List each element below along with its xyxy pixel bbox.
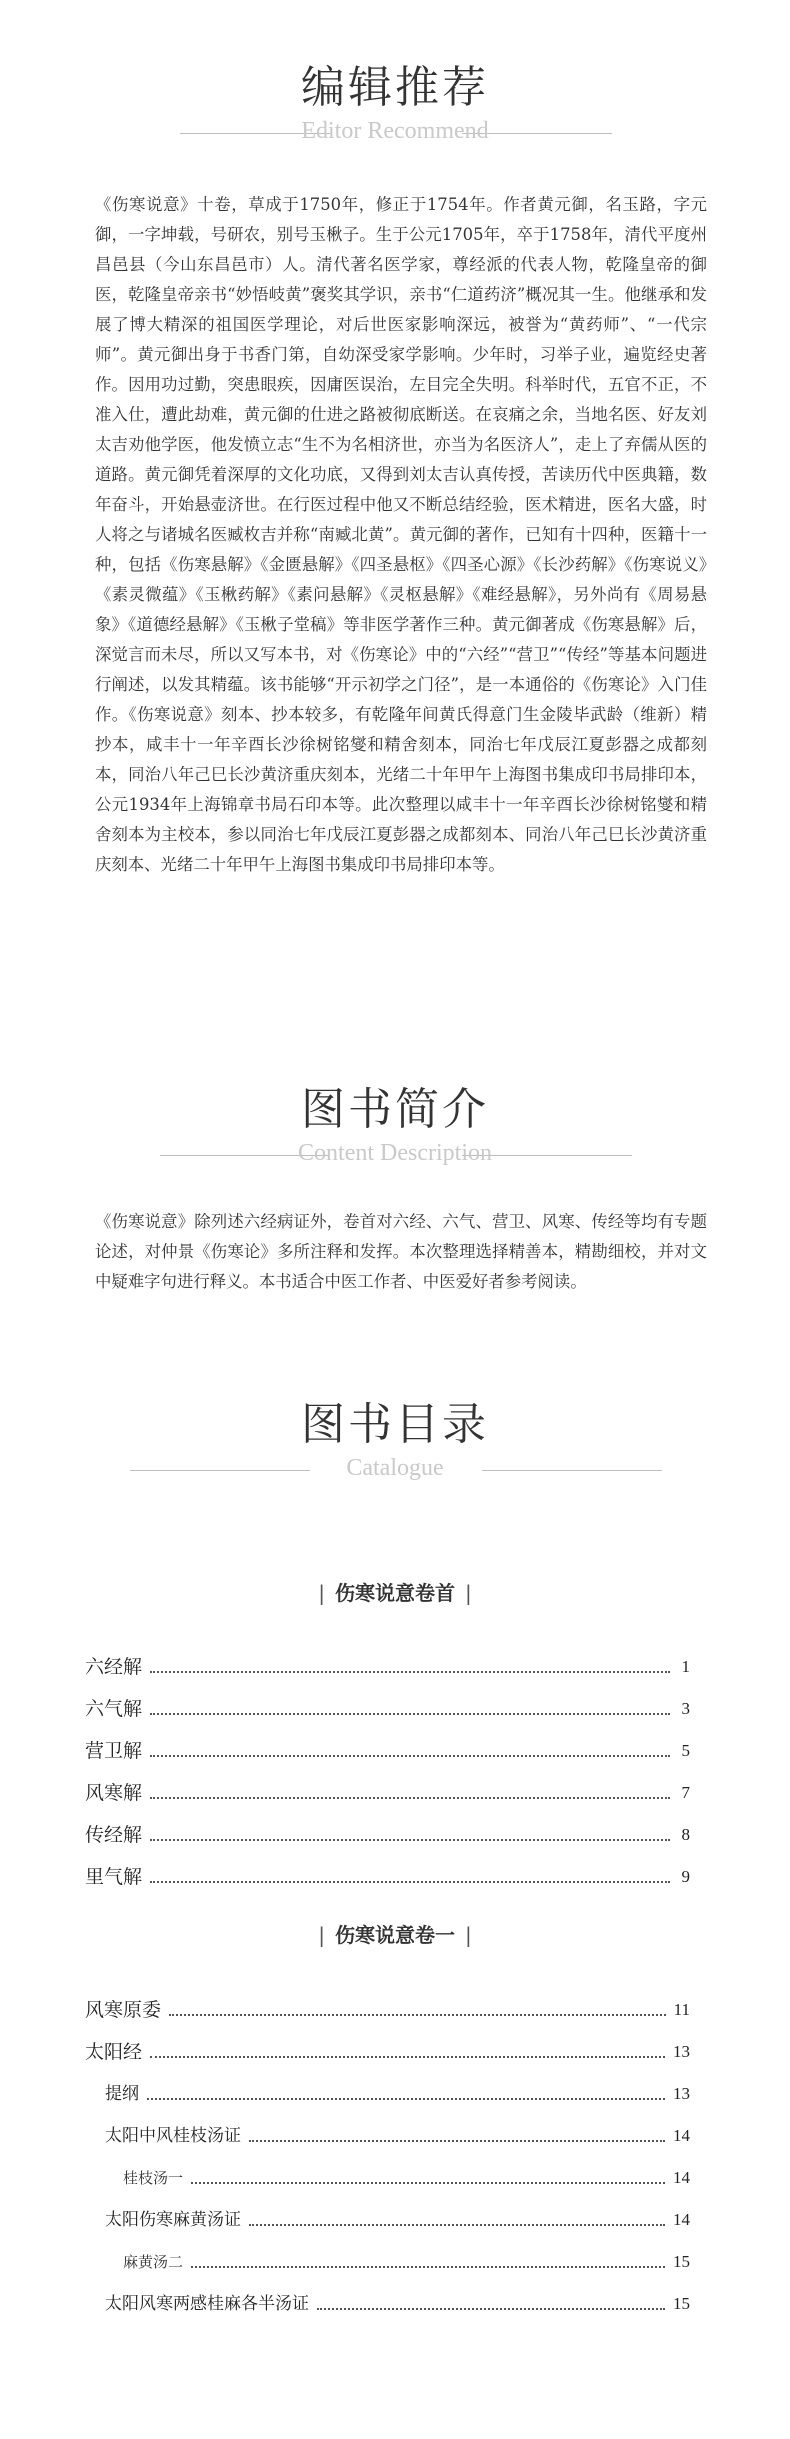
toc-entry-page: 14 — [673, 2210, 690, 2229]
toc-entry-label: 太阳风寒两感桂麻各半汤证 — [105, 2294, 309, 2314]
toc-entry-label: 里气解 — [85, 1866, 143, 1888]
heading-bar-right: | — [465, 1923, 472, 1947]
toc-leader-dots — [150, 1797, 670, 1799]
heading-bar-right: | — [465, 1581, 472, 1605]
toc-entry-page: 1 — [681, 1657, 690, 1676]
toc-entry-page: 7 — [681, 1783, 690, 1802]
toc-entry[interactable] — [85, 1778, 690, 1808]
toc-entry-page: 9 — [681, 1867, 690, 1886]
toc-entry[interactable] — [85, 2205, 690, 2235]
toc-entry-page: 15 — [673, 2294, 690, 2313]
toc-entry-label: 太阳中风桂枝汤证 — [105, 2126, 241, 2146]
toc-entry-label: 桂枝汤一 — [123, 2169, 184, 2187]
toc-entry-page: 5 — [681, 1741, 690, 1760]
toc-entry-page: 15 — [673, 2252, 690, 2271]
toc-entry-label: 太阳伤寒麻黄汤证 — [105, 2210, 241, 2230]
toc-leader-dots — [150, 1671, 670, 1673]
toc-leader-dots — [191, 2266, 665, 2268]
toc-leader-dots — [317, 2308, 665, 2310]
toc-entry[interactable] — [85, 1995, 690, 2025]
toc-entry[interactable] — [85, 2121, 690, 2151]
heading-bar-left: | — [318, 1581, 325, 1605]
toc-leader-dots — [169, 2014, 666, 2016]
toc-entry[interactable] — [85, 1736, 690, 1766]
volume-heading — [0, 1578, 790, 1608]
toc-entry[interactable] — [85, 1862, 690, 1892]
editor-recommend-title: 编辑推荐 — [301, 62, 489, 113]
toc-entry-label: 太阳经 — [85, 2041, 143, 2063]
toc-leader-dots — [150, 1881, 670, 1883]
toc-entry[interactable] — [85, 2079, 690, 2109]
toc-leader-dots — [150, 1755, 670, 1757]
toc-leader-dots — [249, 2140, 665, 2142]
content-description-title: 图书简介 — [301, 1084, 489, 1135]
toc-entry-label: 传经解 — [85, 1824, 143, 1846]
toc-entry[interactable] — [85, 1820, 690, 1850]
toc-entry-page: 11 — [673, 2000, 690, 2019]
toc-entry[interactable] — [85, 1694, 690, 1724]
toc-entry-label: 营卫解 — [85, 1740, 143, 1762]
editor-recommend-header — [0, 58, 790, 168]
toc-entry-page: 14 — [673, 2126, 690, 2145]
toc-entry[interactable] — [85, 2289, 690, 2319]
volume-heading-label: 伤寒说意卷首 — [335, 1581, 455, 1605]
toc-entry-label: 风寒原委 — [85, 1999, 162, 2021]
toc-entry-page: 13 — [673, 2084, 690, 2103]
editor-recommend-text: 《伤寒说意》十卷，草成于1750年，修正于1754年。作者黄元御，名玉路，字元御，一字坤载，号研农，别号玉楸子。生于公元1705年，卒于1758年，清代平度州昌邑县（今山东昌邑市）人。清代著名医学家，尊经派的代表人物，乾隆皇帝的御医，乾隆皇帝亲书“妙悟岐黄”褒奖其学识，亲书“仁道药济”概况其一生。他继承和发展了博大精深的祖国医学理论，对后世医家影响深远，被誉为“黄药师”、“一代宗师”。黄元御出身于书香门第，自幼深受家学影响。少年时，习举子业，遍览经史著作。因用功过勤，突患眼疾，因庸医误治，左目完全失明。科举时代，五官不正，不准入仕，遭此劫难，黄元御的仕进之路被彻底断送。在哀痛之余，当地名医、好友刘太吉劝他学医，他发愤立志“生不为名相济世，亦当为名医济人”，走上了弃儒从医的道路。黄元御凭着深厚的文化功底，又得到刘太吉认真传授，苦读历代中医典籍，数年奋斗，开始悬壶济世。在行医过程中他又不断总结经验，医术精进，医名大盛，时人将之与诸城名医臧枚吉并称“南臧北黄”。黄元御的著作，已知有十四种，医籍十一种，包括《伤寒悬解》《金匮悬解》《四圣悬枢》《四圣心源》《长沙药解》《伤寒说义》《素灵微蕴》《玉楸药解》《素问悬解》《灵枢悬解》《难经悬解》，另外尚有《周易悬象》《道德经悬解》《玉楸子堂稿》等非医学著作三种。黄元御著成《伤寒悬解》后，深觉言而未尽，所以又写本书，对《伤寒论》中的“六经”“营卫”“传经”等基本问题进行阐述，以发其精蕴。该书能够“开示初学之门径”，是一本通俗的《伤寒论》入门佳作。《伤寒说意》刻本、抄本较多，有乾隆年间黄氏得意门生金陵毕武龄（维新）精抄本，咸丰十一年辛酉长沙徐树铭燮和精舍刻本，同治七年戊辰江夏彭器之成都刻本，同治八年己巳长沙黄济重庆刻本，光绪二十年甲午上海图书集成印书局排印本，公元1934年上海锦章书局石印本等。此次整理以咸丰十一年辛酉长沙徐树铭燮和精舍刻本为主校本，参以同治七年戊辰江夏彭器之成都刻本、同治八年己巳长沙黄济重庆刻本、光绪二十年甲午上海图书集成印书局排印本等。 — [95, 195, 707, 874]
heading-bar-left: | — [318, 1923, 325, 1947]
toc-leader-dots — [249, 2224, 665, 2226]
toc-entry-label: 提纲 — [105, 2084, 139, 2104]
toc-leader-dots — [150, 2056, 665, 2058]
content-description-subtitle: Content Description — [298, 1140, 492, 1166]
content-description-text: 《伤寒说意》除列述六经病证外，卷首对六经、六气、营卫、风寒、传经等均有专题论述，对仲景《伤寒论》多所注释和发挥。本次整理选择精善本，精勘细校，并对文中疑难字句进行释义。本书适合中医工作者、中医爱好者参考阅读。 — [95, 1212, 707, 1291]
toc-entry-page: 13 — [673, 2042, 690, 2061]
toc-leader-dots — [150, 1839, 670, 1841]
toc-entry[interactable] — [85, 2163, 690, 2193]
editor-recommend-subtitle: Editor Recommend — [301, 118, 489, 144]
toc-leader-dots — [147, 2098, 665, 2100]
toc-entry-label: 麻黄汤二 — [123, 2253, 184, 2271]
toc-leader-dots — [191, 2182, 665, 2184]
toc-entry-page: 3 — [681, 1699, 690, 1718]
toc-entry-label: 六气解 — [85, 1698, 143, 1720]
toc-leader-dots — [150, 1713, 670, 1715]
toc-entry-page: 14 — [673, 2168, 690, 2187]
catalogue-subtitle: Catalogue — [346, 1455, 444, 1481]
toc-entry-page: 8 — [681, 1825, 690, 1844]
toc-entry-label: 六经解 — [85, 1656, 143, 1678]
catalogue-title: 图书目录 — [301, 1399, 489, 1450]
volume-heading — [0, 1920, 790, 1950]
toc-entry[interactable] — [85, 2247, 690, 2277]
toc-entry-label: 风寒解 — [85, 1782, 143, 1804]
catalogue-header — [0, 1395, 790, 1505]
toc-entry[interactable] — [85, 2037, 690, 2067]
toc-entry[interactable] — [85, 1652, 690, 1682]
volume-heading-label: 伤寒说意卷一 — [335, 1923, 455, 1947]
content-description-header — [0, 1080, 790, 1190]
